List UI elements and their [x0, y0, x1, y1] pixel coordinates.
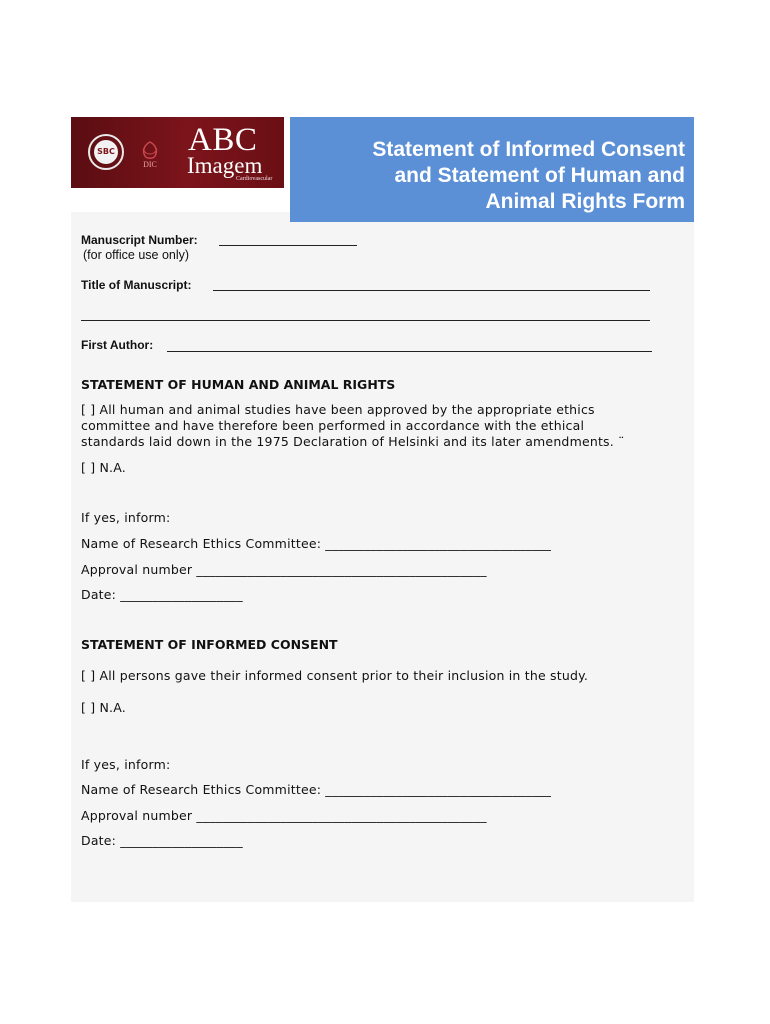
title-banner — [290, 117, 694, 222]
title-line-1: Statement of Informed Consent — [372, 138, 685, 161]
human-animal-committee-field[interactable]: Name of Research Ethics Committee: ___________________________________ — [81, 536, 552, 551]
page-title — [305, 137, 685, 215]
human-animal-approval-field[interactable]: Approval number _____________________________________________ — [81, 562, 487, 577]
informed-consent-option-yes[interactable]: [ ] All persons gave their informed consent prior to their inclusion in the study. — [81, 668, 589, 683]
human-animal-option-yes-line-1: [ ] All human and animal studies have been approved by the appropriate ethics — [81, 402, 595, 417]
informed-consent-committee-field[interactable]: Name of Research Ethics Committee: ___________________________________ — [81, 782, 552, 797]
journal-logo — [71, 117, 284, 188]
brand-cardiovascular: Cardiovascular — [236, 176, 273, 182]
human-animal-if-yes: If yes, inform: — [81, 510, 171, 525]
office-use-note: (for office use only) — [83, 248, 190, 262]
dic-text: DIC — [143, 160, 157, 169]
title-line-2: and Statement of Human and — [394, 164, 685, 187]
human-animal-option-yes[interactable] — [81, 402, 625, 450]
title-line-3: Animal Rights Form — [485, 190, 685, 213]
human-animal-option-na[interactable]: [ ] N.A. — [81, 460, 126, 475]
human-animal-heading: STATEMENT OF HUMAN AND ANIMAL RIGHTS — [81, 377, 396, 392]
form-body — [71, 212, 694, 902]
brand-abc: ABC — [188, 122, 258, 158]
human-animal-option-yes-line-3: standards laid down in the 1975 Declaration of Helsinki and its later amendments. ¨ — [81, 434, 625, 449]
brand-imagem: Imagem — [187, 153, 263, 178]
title-of-manuscript-field[interactable] — [213, 290, 650, 291]
seal-text: SBC — [94, 140, 118, 164]
sbc-seal-icon — [88, 134, 124, 170]
title-of-manuscript-label: Title of Manuscript: — [81, 278, 192, 292]
informed-consent-option-na[interactable]: [ ] N.A. — [81, 700, 126, 715]
dic-emblem-icon — [135, 139, 165, 169]
informed-consent-if-yes: If yes, inform: — [81, 757, 171, 772]
human-animal-date-field[interactable]: Date: ___________________ — [81, 587, 243, 602]
informed-consent-approval-field[interactable]: Approval number _____________________________________________ — [81, 808, 487, 823]
first-author-field[interactable] — [167, 351, 652, 352]
informed-consent-date-field[interactable]: Date: ___________________ — [81, 833, 243, 848]
human-animal-option-yes-line-2: committee and have therefore been performed in accordance with the ethical — [81, 418, 585, 433]
manuscript-number-field[interactable] — [219, 245, 357, 246]
manuscript-number-label: Manuscript Number: — [81, 233, 198, 247]
title-of-manuscript-field-line-2[interactable] — [81, 320, 650, 321]
informed-consent-heading: STATEMENT OF INFORMED CONSENT — [81, 637, 338, 652]
first-author-label: First Author: — [81, 338, 154, 352]
